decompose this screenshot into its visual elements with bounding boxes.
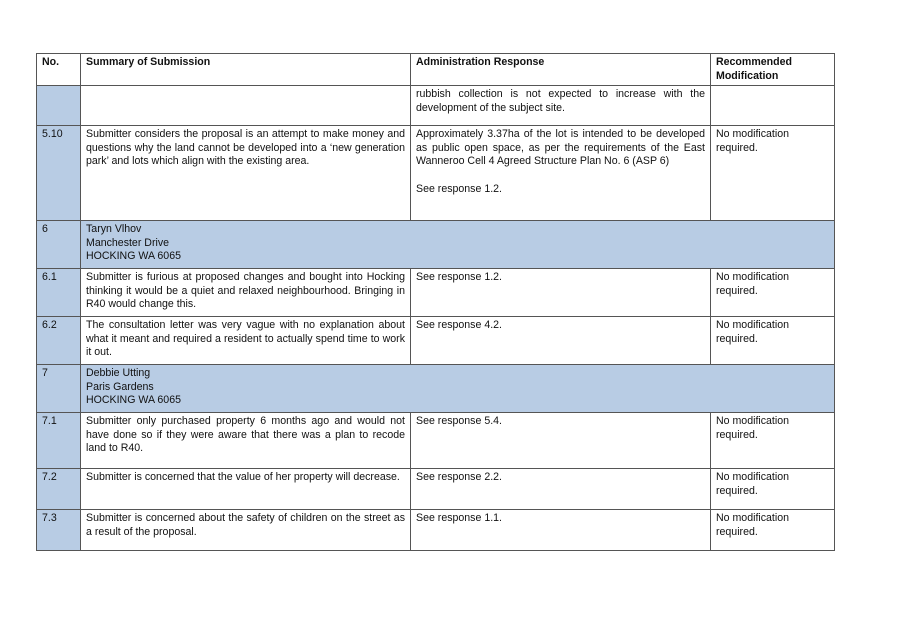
submitter-street: Manchester Drive bbox=[86, 236, 170, 249]
row-summary: The consultation letter was very vague with no explanation about what it meant and required a resident to actually spend time to work it out. bbox=[81, 317, 411, 365]
header-summary: Summary of Submission bbox=[81, 54, 411, 86]
row-modification: No modification required. bbox=[711, 413, 835, 469]
row-modification: No modification required. bbox=[711, 126, 835, 221]
submitter-street: Paris Gardens bbox=[86, 380, 154, 393]
submitter-suburb: HOCKING WA 6065 bbox=[86, 250, 181, 263]
row-number: 7.3 bbox=[37, 510, 81, 551]
row-summary: Submitter only purchased property 6 months ago and would not have done so if they were aware that there was a plan to recode land to R40. bbox=[81, 413, 411, 469]
submitter-number: 7 bbox=[37, 365, 81, 413]
header-no: No. bbox=[37, 54, 81, 86]
row-summary: Submitter is concerned about the safety of children on the street as a result of the proposal. bbox=[81, 510, 411, 551]
submissions-table bbox=[36, 53, 835, 551]
row-response: See response 5.4. bbox=[411, 413, 711, 469]
row-response: See response 4.2. bbox=[411, 317, 711, 365]
row-number: 6.1 bbox=[37, 269, 81, 317]
row-response-extra: See response 1.2. bbox=[416, 182, 502, 195]
row-number: 6.2 bbox=[37, 317, 81, 365]
submitter-suburb: HOCKING WA 6065 bbox=[86, 394, 181, 407]
table-row bbox=[37, 86, 835, 126]
table-row bbox=[37, 126, 835, 221]
row-summary: Submitter is concerned that the value of her property will decrease. bbox=[81, 469, 411, 510]
row-modification bbox=[711, 86, 835, 126]
row-summary: Submitter considers the proposal is an attempt to make money and questions why the land cannot be developed into a ‘new generation park’ and lots which align with the existing area. bbox=[81, 126, 411, 221]
submitter-details bbox=[81, 221, 835, 269]
row-modification: No modification required. bbox=[711, 510, 835, 551]
submitter-details bbox=[81, 365, 835, 413]
row-modification: No modification required. bbox=[711, 317, 835, 365]
header-response: Administration Response bbox=[411, 54, 711, 86]
row-summary bbox=[81, 86, 411, 126]
table-row bbox=[37, 413, 835, 469]
table-row bbox=[37, 510, 835, 551]
table-row bbox=[37, 317, 835, 365]
header-modification: Recommended Modification bbox=[711, 54, 835, 86]
submitter-name: Taryn Vlhov bbox=[86, 223, 142, 236]
row-response bbox=[411, 126, 711, 221]
submitter-row bbox=[37, 365, 835, 413]
row-response-text: Approximately 3.37ha of the lot is intended to be developed as public open space, as per the requirements of the East Wanneroo Cell 4 Agreed Structure Plan No. 6 (ASP 6) bbox=[416, 128, 705, 168]
row-response: rubbish collection is not expected to increase with the development of the subject site. bbox=[411, 86, 711, 126]
table-header-row bbox=[37, 54, 835, 86]
row-response-gap bbox=[416, 169, 705, 183]
submitter-name: Debbie Utting bbox=[86, 367, 151, 380]
row-response: See response 1.2. bbox=[411, 269, 711, 317]
row-number: 5.10 bbox=[37, 126, 81, 221]
row-response: See response 2.2. bbox=[411, 469, 711, 510]
row-number: 7.2 bbox=[37, 469, 81, 510]
table-row bbox=[37, 269, 835, 317]
submitter-row bbox=[37, 221, 835, 269]
row-number: 7.1 bbox=[37, 413, 81, 469]
row-number bbox=[37, 86, 81, 126]
submitter-number: 6 bbox=[37, 221, 81, 269]
row-summary: Submitter is furious at proposed changes and bought into Hocking thinking it would be a quiet and relaxed neighbourhood. Bringing in R40 would change this. bbox=[81, 269, 411, 317]
table-row bbox=[37, 469, 835, 510]
row-response: See response 1.1. bbox=[411, 510, 711, 551]
row-modification: No modification required. bbox=[711, 269, 835, 317]
row-modification: No modification required. bbox=[711, 469, 835, 510]
